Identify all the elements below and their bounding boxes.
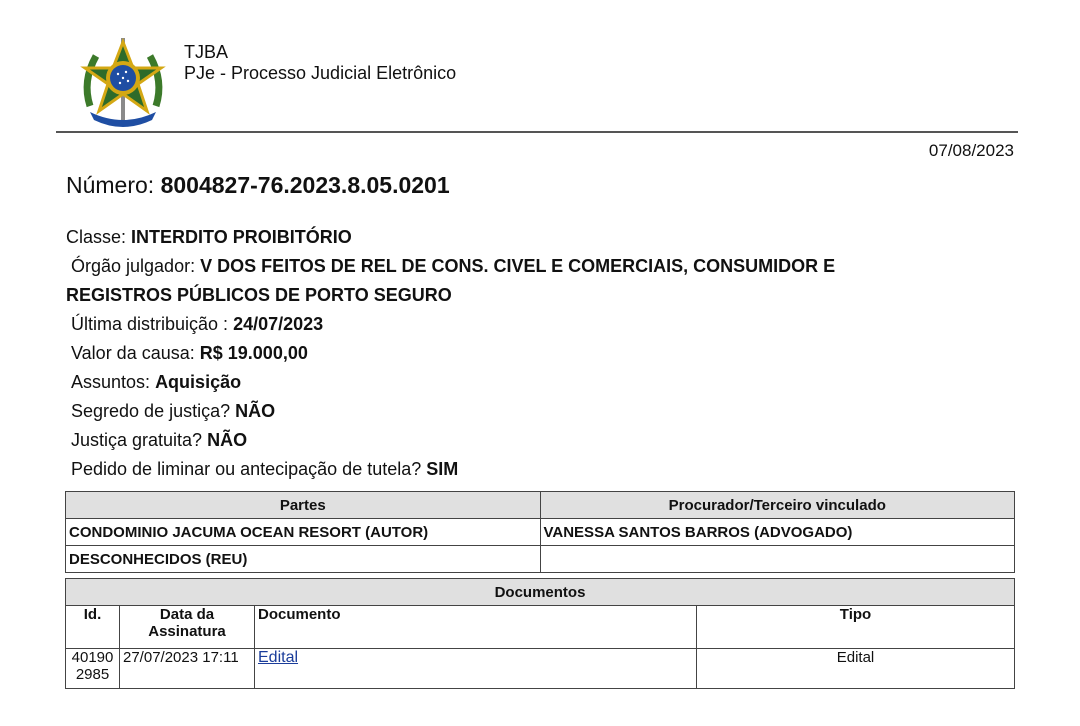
col-id: Id. <box>66 606 120 649</box>
table-row <box>66 546 1015 573</box>
gratuita-value: NÃO <box>207 430 248 450</box>
orgao-row-continued <box>66 281 966 310</box>
procurador-cell: VANESSA SANTOS BARROS (ADVOGADO) <box>540 519 1015 546</box>
classe-row <box>66 223 966 252</box>
org-title: TJBA <box>184 42 229 62</box>
parte-cell: CONDOMINIO JACUMA OCEAN RESORT (AUTOR) <box>66 519 541 546</box>
classe-label: Classe: <box>66 227 127 247</box>
org-subtitle: PJe - Processo Judicial Eletrônico <box>184 63 457 83</box>
col-data-line2: Assinatura <box>148 623 226 640</box>
gratuita-row <box>66 426 966 455</box>
issue-date: 07/08/2023 <box>928 141 1014 160</box>
segredo-row <box>66 397 966 426</box>
header-divider <box>56 131 1018 133</box>
assuntos-label: Assuntos: <box>71 372 151 392</box>
doc-id-line2: 2985 <box>75 666 110 683</box>
assuntos-row <box>66 368 966 397</box>
doc-type-cell: Edital <box>697 649 1015 689</box>
brazil-coat-of-arms-icon <box>78 36 168 128</box>
liminar-row <box>66 455 966 484</box>
documents-header-row <box>66 606 1015 649</box>
doc-date-cell: 27/07/2023 17:11 <box>120 649 255 689</box>
process-number <box>66 172 450 199</box>
documents-table <box>65 578 1015 689</box>
liminar-value: SIM <box>426 459 459 479</box>
documents-title: Documentos <box>66 579 1015 606</box>
distribuicao-row <box>66 310 966 339</box>
parties-table <box>65 491 1015 573</box>
orgao-row <box>66 252 966 281</box>
documents-title-row <box>66 579 1015 606</box>
col-documento: Documento <box>255 606 697 649</box>
valor-value: R$ 19.000,00 <box>199 343 308 363</box>
process-info <box>66 223 966 484</box>
col-data-assinatura <box>120 606 255 649</box>
col-procurador: Procurador/Terceiro vinculado <box>540 492 1015 519</box>
valor-label: Valor da causa: <box>71 343 195 363</box>
orgao-value-line2: REGISTROS PÚBLICOS DE PORTO SEGURO <box>66 285 452 305</box>
document-link[interactable]: Edital <box>258 649 299 666</box>
doc-id-cell <box>66 649 120 689</box>
col-data-line1: Data da <box>159 606 215 623</box>
classe-value: INTERDITO PROIBITÓRIO <box>131 227 352 247</box>
document-header <box>76 30 1026 134</box>
parte-cell: DESCONHECIDOS (REU) <box>66 546 541 573</box>
doc-id-line1: 40190 <box>71 649 114 666</box>
orgao-value-line1: V DOS FEITOS DE REL DE CONS. CIVEL E COMERCIAIS, CONSUMIDOR E <box>200 256 836 276</box>
valor-row <box>66 339 966 368</box>
process-number-value: 8004827-76.2023.8.05.0201 <box>160 172 450 198</box>
table-row <box>66 649 1015 689</box>
segredo-label: Segredo de justiça? <box>71 401 231 421</box>
col-partes: Partes <box>66 492 541 519</box>
orgao-label: Órgão julgador: <box>71 256 196 276</box>
organization-name <box>184 42 456 84</box>
liminar-label: Pedido de liminar ou antecipação de tutela? <box>71 459 422 479</box>
gratuita-label: Justiça gratuita? <box>71 430 203 450</box>
distribuicao-label: Última distribuição : <box>71 314 229 334</box>
segredo-value: NÃO <box>235 401 276 421</box>
col-tipo: Tipo <box>697 606 1015 649</box>
distribuicao-value: 24/07/2023 <box>233 314 324 334</box>
doc-name-cell <box>255 649 697 689</box>
parties-header-row <box>66 492 1015 519</box>
procurador-cell <box>540 546 1015 573</box>
assuntos-value: Aquisição <box>155 372 242 392</box>
table-row <box>66 519 1015 546</box>
process-number-label: Número: <box>66 172 155 198</box>
